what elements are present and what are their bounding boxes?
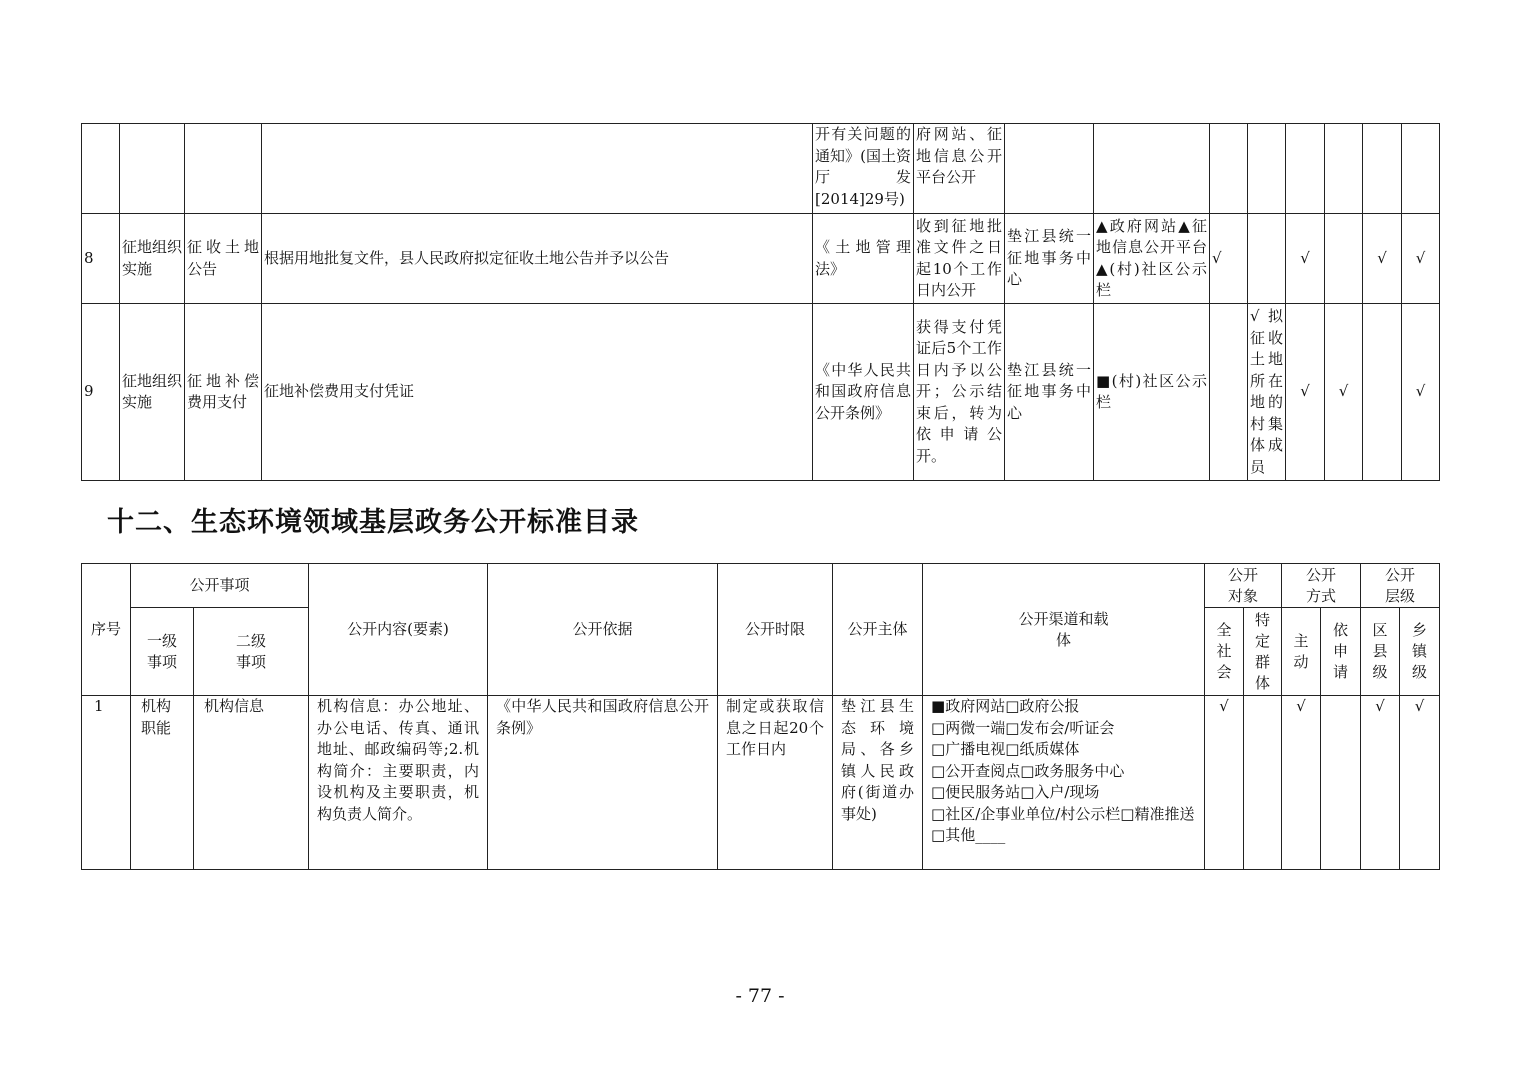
all-society-cell (1210, 304, 1248, 481)
time-limit-cell: 收到征地批准文件之日起10个工作日内公开 (914, 214, 1005, 304)
header-content: 公开内容(要素) (309, 564, 488, 696)
table-row (82, 214, 1440, 304)
content-cell: 机构信息：办公地址、办公电话、传真、通讯地址、邮政编码等;2.机构简介：主要职责，内设机构及主要职责，机构负责人简介。 (309, 696, 488, 870)
channel-line: □其他____ (931, 826, 1006, 844)
header-target: 公开对象 (1205, 564, 1282, 608)
time-limit-cell: 府网站、征地信息公开平台公开 (914, 124, 1005, 214)
level2-item: 机构信息 (194, 696, 309, 870)
on-request-cell: √ (1325, 304, 1363, 481)
land-acquisition-table (81, 123, 1440, 481)
basis-cell: 《中华人民共和国政府信息公开条例》 (813, 304, 914, 481)
subject-cell (1005, 124, 1094, 214)
header-method: 公开方式 (1282, 564, 1361, 608)
county-cell (1363, 124, 1402, 214)
section-title: 十二、生态环境领域基层政务公开标准目录 (107, 507, 639, 538)
level1-item: 机构职能 (131, 696, 194, 870)
ecology-catalog-table (81, 563, 1440, 870)
page-number: - 77 - (735, 985, 785, 1007)
level1-item (120, 124, 185, 214)
subject-cell: 垫江县生态环境局、各乡镇人民政府(街道办事处) (833, 696, 923, 870)
specific-group-cell (1244, 696, 1282, 870)
on-request-cell (1325, 214, 1363, 304)
content-cell (262, 124, 813, 214)
county-cell: √ (1363, 214, 1402, 304)
header-basis: 公开依据 (488, 564, 718, 696)
row-number: 8 (82, 214, 120, 304)
table-row (82, 124, 1440, 214)
level2-item (185, 124, 262, 214)
content-cell: 根据用地批复文件，县人民政府拟定征收土地公告并予以公告 (262, 214, 813, 304)
channel-cell: ■(村)社区公示栏 (1094, 304, 1210, 481)
town-cell: √ (1402, 304, 1440, 481)
time-limit-cell: 获得支付凭证后5个工作日内予以公开；公示结束后，转为依申请公开。 (914, 304, 1005, 481)
on-request-cell (1325, 124, 1363, 214)
row-number: 9 (82, 304, 120, 481)
header-subject: 公开主体 (833, 564, 923, 696)
header-matter: 公开事项 (131, 564, 309, 608)
active-cell: √ (1282, 696, 1321, 870)
channel-line: □便民服务站□入户/现场 (931, 783, 1100, 801)
all-society-cell: √ (1205, 696, 1244, 870)
header-town: 乡镇级 (1400, 608, 1440, 696)
level2-item: 征地补偿费用支付 (185, 304, 262, 481)
channel-line: ■政府网站□政府公报 (931, 697, 1080, 715)
all-society-cell: √ (1210, 214, 1248, 304)
header-time-limit: 公开时限 (718, 564, 833, 696)
header-channel: 公开渠道和载体 (923, 564, 1205, 696)
subject-cell: 垫江县统一征地事务中心 (1005, 304, 1094, 481)
basis-cell: 《中华人民共和国政府信息公开条例》 (488, 696, 718, 870)
active-cell (1286, 124, 1325, 214)
row-number (82, 124, 120, 214)
header-level1: 一级事项 (131, 608, 194, 696)
channel-cell (923, 696, 1205, 870)
basis-cell: 《土地管理法》 (813, 214, 914, 304)
level2-item: 征收土地公告 (185, 214, 262, 304)
town-cell (1402, 124, 1440, 214)
town-cell: √ (1402, 214, 1440, 304)
channel-cell: ▲政府网站▲征地信息公开平台▲(村)社区公示栏 (1094, 214, 1210, 304)
header-no: 序号 (82, 564, 131, 696)
specific-group-cell (1248, 214, 1286, 304)
channel-line: □公开查阅点□政务服务中心 (931, 761, 1125, 780)
all-society-cell (1210, 124, 1248, 214)
time-limit-cell: 制定或获取信息之日起20个工作日内 (718, 696, 833, 870)
table-row (82, 304, 1440, 481)
active-cell: √ (1286, 304, 1325, 481)
header-level2: 二级事项 (194, 608, 309, 696)
channel-line: □两微一端□发布会/听证会 (931, 718, 1115, 737)
town-cell: √ (1400, 696, 1440, 870)
header-on-request: 依申请 (1321, 608, 1361, 696)
active-cell: √ (1286, 214, 1325, 304)
level1-item: 征地组织实施 (120, 304, 185, 481)
header-level: 公开层级 (1361, 564, 1440, 608)
level1-item: 征地组织实施 (120, 214, 185, 304)
specific-group-cell (1248, 124, 1286, 214)
channel-line: □广播电视□纸质媒体 (931, 740, 1080, 758)
content-cell: 征地补偿费用支付凭证 (262, 304, 813, 481)
subject-cell: 垫江县统一征地事务中心 (1005, 214, 1094, 304)
header-active: 主动 (1282, 608, 1321, 696)
county-cell: √ (1361, 696, 1400, 870)
header-county: 区县级 (1361, 608, 1400, 696)
county-cell (1363, 304, 1402, 481)
channel-cell (1094, 124, 1210, 214)
channel-line: □社区/企事业单位/村公示栏□精准推送 (931, 804, 1195, 823)
specific-group-cell: √拟征收土地所在地的村集体成员 (1248, 304, 1286, 481)
header-row (82, 564, 1440, 608)
header-specific-group: 特定群体 (1244, 608, 1282, 696)
on-request-cell (1321, 696, 1361, 870)
header-all-society: 全社会 (1205, 608, 1244, 696)
table-row (82, 696, 1440, 870)
basis-cell: 开有关问题的通知》(国土资厅发[2014]29号) (813, 124, 914, 214)
row-number: 1 (82, 696, 131, 870)
